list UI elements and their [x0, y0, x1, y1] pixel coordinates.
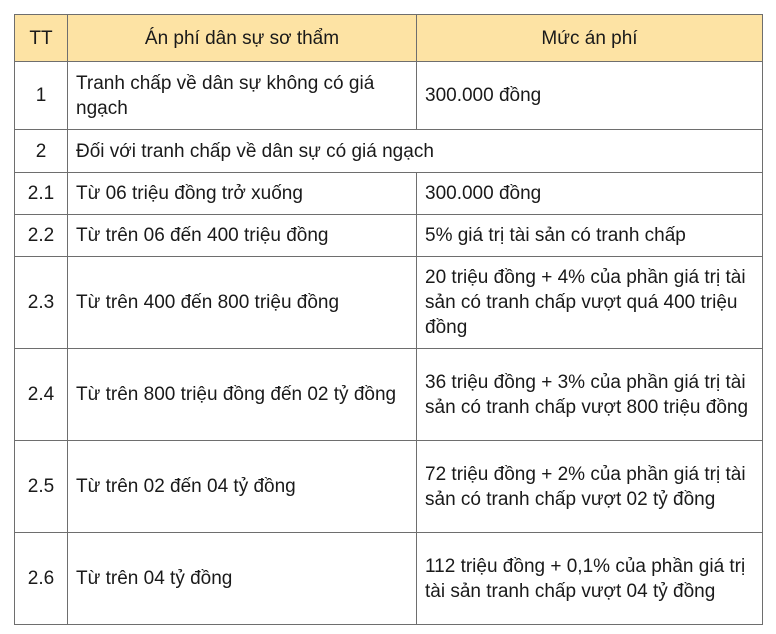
row-number: 2.6	[15, 533, 68, 625]
header-case: Án phí dân sự sơ thẩm	[68, 15, 417, 62]
fee-amount: 36 triệu đồng + 3% của phần giá trị tài sản có tranh chấp vượt 800 triệu đồng	[417, 349, 763, 441]
court-fee-table	[14, 14, 763, 625]
case-description: Tranh chấp về dân sự không có giá ngạch	[68, 62, 417, 130]
row-number: 2.5	[15, 441, 68, 533]
case-description: Từ trên 06 đến 400 triệu đồng	[68, 215, 417, 257]
fee-amount: 112 triệu đồng + 0,1% của phần giá trị tài sản tranh chấp vượt 04 tỷ đồng	[417, 533, 763, 625]
case-description: Đối với tranh chấp về dân sự có giá ngạch	[68, 130, 763, 173]
table-row	[15, 215, 763, 257]
row-number: 2.3	[15, 257, 68, 349]
fee-amount: 300.000 đồng	[417, 62, 763, 130]
table-row	[15, 349, 763, 441]
row-number: 2.4	[15, 349, 68, 441]
case-description: Từ trên 400 đến 800 triệu đồng	[68, 257, 417, 349]
row-number: 2.1	[15, 173, 68, 215]
case-description: Từ trên 04 tỷ đồng	[68, 533, 417, 625]
table-row	[15, 533, 763, 625]
table-row	[15, 257, 763, 349]
row-number: 2	[15, 130, 68, 173]
table-row	[15, 130, 763, 173]
table-row	[15, 173, 763, 215]
table-row	[15, 62, 763, 130]
fee-amount: 72 triệu đồng + 2% của phần giá trị tài sản có tranh chấp vượt 02 tỷ đồng	[417, 441, 763, 533]
row-number: 2.2	[15, 215, 68, 257]
case-description: Từ 06 triệu đồng trở xuống	[68, 173, 417, 215]
header-tt: TT	[15, 15, 68, 62]
case-description: Từ trên 02 đến 04 tỷ đồng	[68, 441, 417, 533]
fee-amount: 5% giá trị tài sản có tranh chấp	[417, 215, 763, 257]
case-description: Từ trên 800 triệu đồng đến 02 tỷ đồng	[68, 349, 417, 441]
table-row	[15, 441, 763, 533]
header-fee: Mức án phí	[417, 15, 763, 62]
header-row	[15, 15, 763, 62]
fee-amount: 20 triệu đồng + 4% của phần giá trị tài sản có tranh chấp vượt quá 400 triệu đồng	[417, 257, 763, 349]
fee-amount: 300.000 đồng	[417, 173, 763, 215]
row-number: 1	[15, 62, 68, 130]
